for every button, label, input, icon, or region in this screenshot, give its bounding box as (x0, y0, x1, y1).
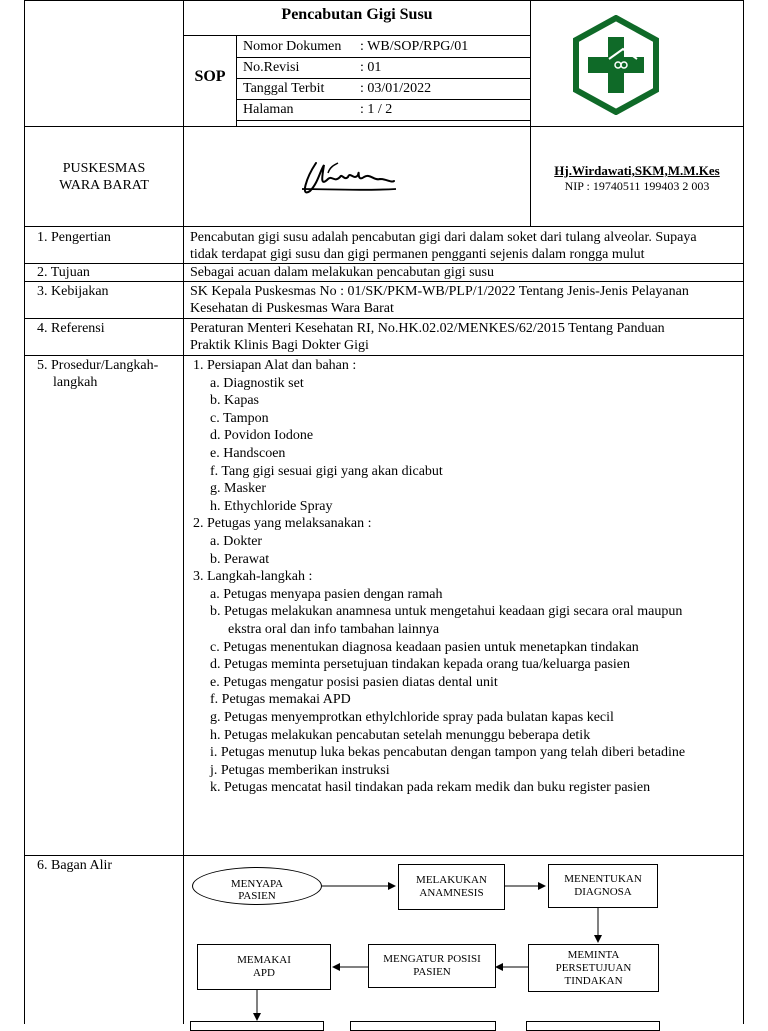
prosedur-substep: a. Petugas menyapa pasien dengan ramah (210, 587, 443, 602)
meta-value-revisi: : 01 (360, 60, 382, 75)
prosedur-step: 1. Persiapan Alat dan bahan : (193, 358, 357, 373)
tujuan-text: Sebagai acuan dalam melakukan pencabutan gigi susu (190, 265, 495, 280)
flow-node-partial (350, 1021, 496, 1031)
pengertian-text-line2: tidak terdapat gigi susu dan gigi permanen pengganti sejenis dalam rongga mulut (190, 247, 645, 262)
referensi-text-line2: Praktik Klinis Bagi Dokter Gigi (190, 338, 369, 353)
flow-node-persetujuan (528, 944, 659, 992)
section-label-prosedur: 5. Prosedur/Langkah- (37, 358, 159, 373)
section-label-pengertian: 1. Pengertian (37, 230, 111, 245)
section-label-referensi: 4. Referensi (37, 321, 105, 336)
prosedur-substep: b. Kapas (210, 393, 259, 408)
document-title: Pencabutan Gigi Susu (281, 6, 433, 23)
meta-label-halaman: Halaman (243, 102, 294, 117)
meta-value-tanggal: : 03/01/2022 (360, 81, 432, 96)
flow-node-persetujuan-line2: PERSETUJUAN (555, 961, 632, 974)
flow-node-anamnesis-line2: ANAMNESIS (419, 887, 484, 899)
flow-node-apd-line1: MEMAKAI (237, 954, 291, 966)
flow-node-diagnosa-line1: MENENTUKAN (564, 873, 642, 885)
flow-node-posisi-line2: PASIEN (413, 966, 451, 978)
flow-node-anamnesis (398, 864, 505, 910)
flow-node-menyapa-line2: PASIEN (238, 890, 276, 902)
prosedur-substep: e. Handscoen (210, 446, 286, 461)
prosedur-substep: a. Diagnostik set (210, 376, 304, 391)
section-label-prosedur-line2: langkah (53, 375, 98, 390)
prosedur-substep: h. Petugas melakukan pencabutan setelah menunggu beberapa detik (210, 728, 591, 743)
prosedur-substep: f. Petugas memakai APD (210, 692, 351, 707)
prosedur-substep: e. Petugas mengatur posisi pasien diatas dental unit (210, 675, 498, 690)
org-name-line2: WARA BARAT (59, 178, 149, 193)
prosedur-substep: c. Petugas menentukan diagnosa keadaan pasien untuk menetapkan tindakan (210, 640, 639, 655)
flow-node-persetujuan-line1: MEMINTA (567, 948, 620, 961)
pengertian-text: Pencabutan gigi susu adalah pencabutan gigi dari dalam soket dari tulang alveolar. Supaya (190, 230, 697, 245)
meta-value-nomor-dokumen: : WB/SOP/RPG/01 (360, 39, 469, 54)
prosedur-substep: b. Perawat (210, 552, 270, 567)
prosedur-substep: f. Tang gigi sesuai gigi yang akan dicabut (210, 464, 443, 479)
flow-node-anamnesis-line1: MELAKUKAN (416, 874, 487, 886)
meta-label-nomor-dokumen: Nomor Dokumen (243, 39, 342, 54)
prosedur-substep: d. Povidon Iodone (210, 428, 314, 443)
prosedur-step: 2. Petugas yang melaksanakan : (193, 516, 372, 531)
prosedur-substep: j. Petugas memberikan instruksi (210, 763, 390, 778)
meta-label-tanggal: Tanggal Terbit (243, 81, 325, 96)
prosedur-substep: k. Petugas mencatat hasil tindakan pada rekam medik dan buku register pasien (210, 780, 651, 795)
prosedur-substep: i. Petugas menutup luka bekas pencabutan dengan tampon yang telah diberi betadine (210, 745, 686, 760)
kebijakan-text: SK Kepala Puskesmas No : 01/SK/PKM-WB/PLP/1/2022 Tentang Jenis-Jenis Pelayanan (190, 284, 689, 299)
section-label-kebijakan: 3. Kebijakan (37, 284, 109, 299)
prosedur-substep: c. Tampon (210, 411, 269, 426)
referensi-text: Peraturan Menteri Kesehatan RI, No.HK.02.02/MENKES/62/2015 Tentang Panduan (190, 321, 665, 336)
meta-value-halaman: : 1 / 2 (360, 102, 393, 117)
flow-node-posisi-line1: MENGATUR POSISI (383, 953, 481, 965)
org-name: PUSKESMAS (62, 161, 146, 176)
flow-node-apd (197, 944, 331, 990)
flow-node-partial (190, 1021, 324, 1031)
signer-nip: NIP : 19740511 199403 2 003 (564, 179, 710, 193)
prosedur-substep: h. Ethychloride Spray (210, 499, 333, 514)
flow-node-persetujuan-line3: TINDAKAN (564, 974, 623, 987)
flow-node-posisi (368, 944, 496, 988)
prosedur-substep: b. Petugas melakukan anamnesa untuk mengetahui keadaan gigi secara oral maupun (210, 604, 683, 619)
prosedur-substep: a. Dokter (210, 534, 263, 549)
meta-label-revisi: No.Revisi (243, 60, 300, 75)
section-label-tujuan: 2. Tujuan (37, 265, 90, 280)
prosedur-substep: g. Petugas menyemprotkan ethylchloride spray pada bulatan kapas kecil (210, 710, 614, 725)
prosedur-step: 3. Langkah-langkah : (193, 569, 313, 584)
flow-node-menyapa-line1: MENYAPA (230, 878, 284, 890)
section-label-bagan-alir: 6. Bagan Alir (37, 858, 113, 873)
flow-node-menyapa (192, 867, 322, 905)
prosedur-substep: d. Petugas meminta persetujuan tindakan kepada orang tua/keluarga pasien (210, 657, 630, 672)
prosedur-substep: ekstra oral dan info tambahan lainnya (228, 622, 440, 637)
flow-node-partial (526, 1021, 660, 1031)
flow-node-apd-line2: APD (252, 967, 275, 979)
signer-name: Hj.Wirdawati,SKM,M.M.Kes (554, 163, 720, 178)
prosedur-substep: g. Masker (210, 481, 266, 496)
flow-node-diagnosa (548, 864, 658, 908)
flow-node-diagnosa-line2: DIAGNOSA (574, 886, 632, 898)
sop-label: SOP (194, 68, 226, 85)
kebijakan-text-line2: Kesehatan di Puskesmas Wara Barat (190, 301, 394, 316)
